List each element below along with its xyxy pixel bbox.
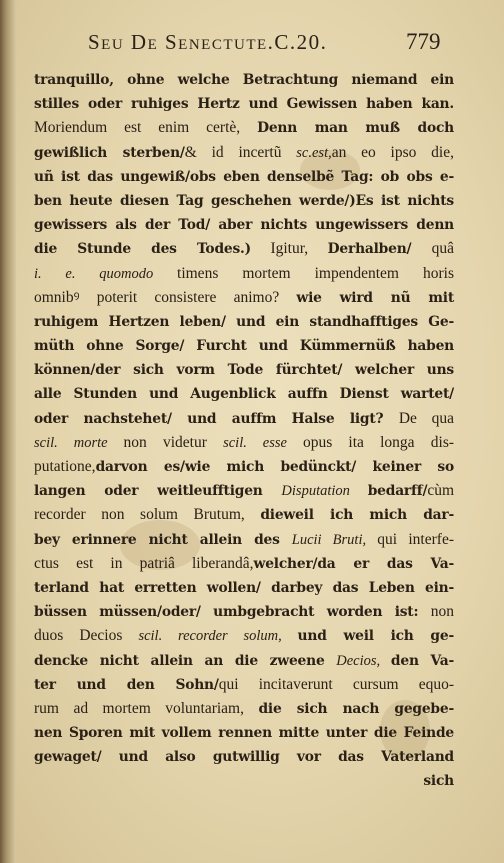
text-segment: die sich nach gegebe- bbox=[258, 700, 454, 717]
text-segment: nen Sporen mit vollem rennen mitte unter die Feinde bbox=[34, 725, 454, 742]
text-line bbox=[34, 213, 454, 237]
text-segment: non bbox=[430, 603, 454, 621]
page-header bbox=[88, 30, 448, 60]
text-segment: und weil ich ge- bbox=[297, 628, 454, 645]
text-segment: langen oder weitleufftigen bbox=[34, 483, 282, 500]
text-segment: non videtur bbox=[123, 433, 224, 451]
text-segment: Decios, bbox=[336, 652, 391, 669]
page-number: 779 bbox=[406, 29, 441, 54]
text-segment: timens mortem impendentem horis bbox=[177, 264, 454, 282]
text-segment: die Stunde des Todes.) bbox=[34, 241, 251, 258]
text-segment: recorder non solum Brutum, bbox=[34, 506, 261, 524]
text-segment: terland hat erretten wollen/ darbey das Leben ein- bbox=[34, 579, 454, 596]
text-segment: gewissers als der Tod/ aber nichts ungewissers denn bbox=[34, 217, 454, 234]
text-line bbox=[34, 431, 454, 455]
text-line bbox=[34, 697, 454, 721]
text-line bbox=[34, 262, 454, 286]
text-segment: Denn man muß doch bbox=[257, 120, 454, 137]
text-segment: De qua bbox=[398, 409, 455, 427]
text-segment: alle Stunden und Augenblick auffn Dienst wartet/ bbox=[34, 386, 454, 403]
text-line bbox=[34, 382, 454, 406]
text-line bbox=[34, 624, 454, 648]
running-title: Seu De Senectute.C.20. bbox=[88, 30, 328, 54]
catchword-line bbox=[34, 769, 454, 793]
text-line bbox=[34, 68, 454, 92]
text-line bbox=[34, 334, 454, 358]
text-segment: Derhalben/ bbox=[327, 241, 432, 258]
text-segment: Disputation bbox=[281, 483, 368, 500]
text-segment: dencke nicht allein an die zweene bbox=[34, 652, 337, 669]
text-segment: wie wird nũ mit bbox=[296, 289, 454, 306]
text-line bbox=[34, 576, 454, 600]
text-segment: büssen müssen/oder/ umbgebracht worden ist: bbox=[34, 604, 431, 621]
text-line bbox=[34, 310, 454, 334]
text-segment: opus ita longa dis- bbox=[302, 433, 455, 451]
text-segment: dieweil ich mich dar- bbox=[260, 507, 454, 524]
page-binding-edge bbox=[0, 0, 16, 863]
text-segment: scil. morte bbox=[34, 434, 124, 451]
text-line bbox=[34, 165, 454, 189]
text-segment: omnibꝰ poterit consistere animo? bbox=[34, 288, 297, 306]
text-segment: i. e. quomodo bbox=[34, 265, 178, 282]
text-segment: können/der sich vorm Tode fürchtet/ welcher uns bbox=[34, 362, 454, 379]
text-segment: sc.est, bbox=[296, 144, 332, 161]
text-segment: an eo ipso die, bbox=[331, 143, 454, 161]
text-line bbox=[34, 528, 454, 552]
text-line bbox=[34, 455, 454, 479]
text-line bbox=[34, 358, 454, 382]
text-segment: quâ bbox=[431, 240, 454, 258]
text-line bbox=[34, 673, 454, 697]
text-line bbox=[34, 116, 454, 140]
text-segment: duos Decios bbox=[34, 627, 139, 645]
text-segment: Moriendum est enim certè, bbox=[34, 119, 258, 137]
text-segment: putatione, bbox=[34, 458, 96, 475]
text-line bbox=[34, 237, 454, 261]
text-line bbox=[34, 141, 454, 165]
text-line bbox=[34, 721, 454, 745]
text-segment: Lucii Bruti, bbox=[291, 531, 378, 548]
text-segment: welcher/da er das Va- bbox=[253, 555, 454, 572]
text-line bbox=[34, 286, 454, 310]
text-segment: qui interfe- bbox=[377, 530, 454, 548]
text-line bbox=[34, 552, 454, 576]
text-segment: darvon es/wie mich bedünckt/ keiner so bbox=[95, 459, 454, 475]
text-segment: rum ad mortem voluntariam, bbox=[34, 699, 259, 717]
text-segment: scil. esse bbox=[223, 434, 303, 451]
text-segment: stilles oder ruhiges Hertz und Gewissen haben kan. bbox=[34, 96, 454, 113]
text-segment: ruhigem Hertzen leben/ und ein standhafftiges Ge- bbox=[34, 313, 454, 330]
text-segment: & id incertũ bbox=[184, 143, 297, 161]
text-segment: ctus est in patriâ liberandâ, bbox=[34, 554, 254, 572]
text-line bbox=[34, 407, 454, 431]
text-line bbox=[34, 503, 454, 527]
text-line bbox=[34, 92, 454, 116]
text-segment: ter und den Sohn/ bbox=[34, 676, 219, 693]
text-line bbox=[34, 600, 454, 624]
text-segment: cùm bbox=[427, 482, 454, 500]
body-text bbox=[34, 68, 454, 794]
text-segment: gewaget/ und also gutwillig vor das Vaterland bbox=[34, 749, 454, 766]
text-segment: uñ ist das ungewiß/obs eben denselbẽ Tag: ob obs e- bbox=[34, 168, 454, 185]
text-segment: tranquillo, ohne welche Betrachtung niemand ein bbox=[34, 72, 454, 88]
text-line bbox=[34, 189, 454, 213]
text-segment: bey erinnere nicht allein des bbox=[34, 531, 292, 548]
text-segment: scil. recorder solum, bbox=[138, 628, 298, 645]
text-segment: gewißlich sterben/ bbox=[34, 144, 185, 161]
text-segment: bedarff/ bbox=[367, 483, 428, 500]
text-segment: Igitur, bbox=[250, 240, 328, 258]
catchword: sich bbox=[423, 773, 454, 790]
text-line bbox=[34, 649, 454, 673]
text-line bbox=[34, 745, 454, 769]
text-segment: qui incitaverunt cursum equo- bbox=[218, 675, 454, 693]
text-segment: den Va- bbox=[390, 652, 455, 669]
text-segment: ben heute diesen Tag geschehen werde/)Es ist nichts bbox=[34, 192, 454, 209]
text-line bbox=[34, 479, 454, 503]
text-segment: müth ohne Sorge/ Furcht und Kümmernüß haben bbox=[34, 338, 454, 355]
text-segment: oder nachstehet/ und auffm Halse ligt? bbox=[34, 410, 399, 427]
